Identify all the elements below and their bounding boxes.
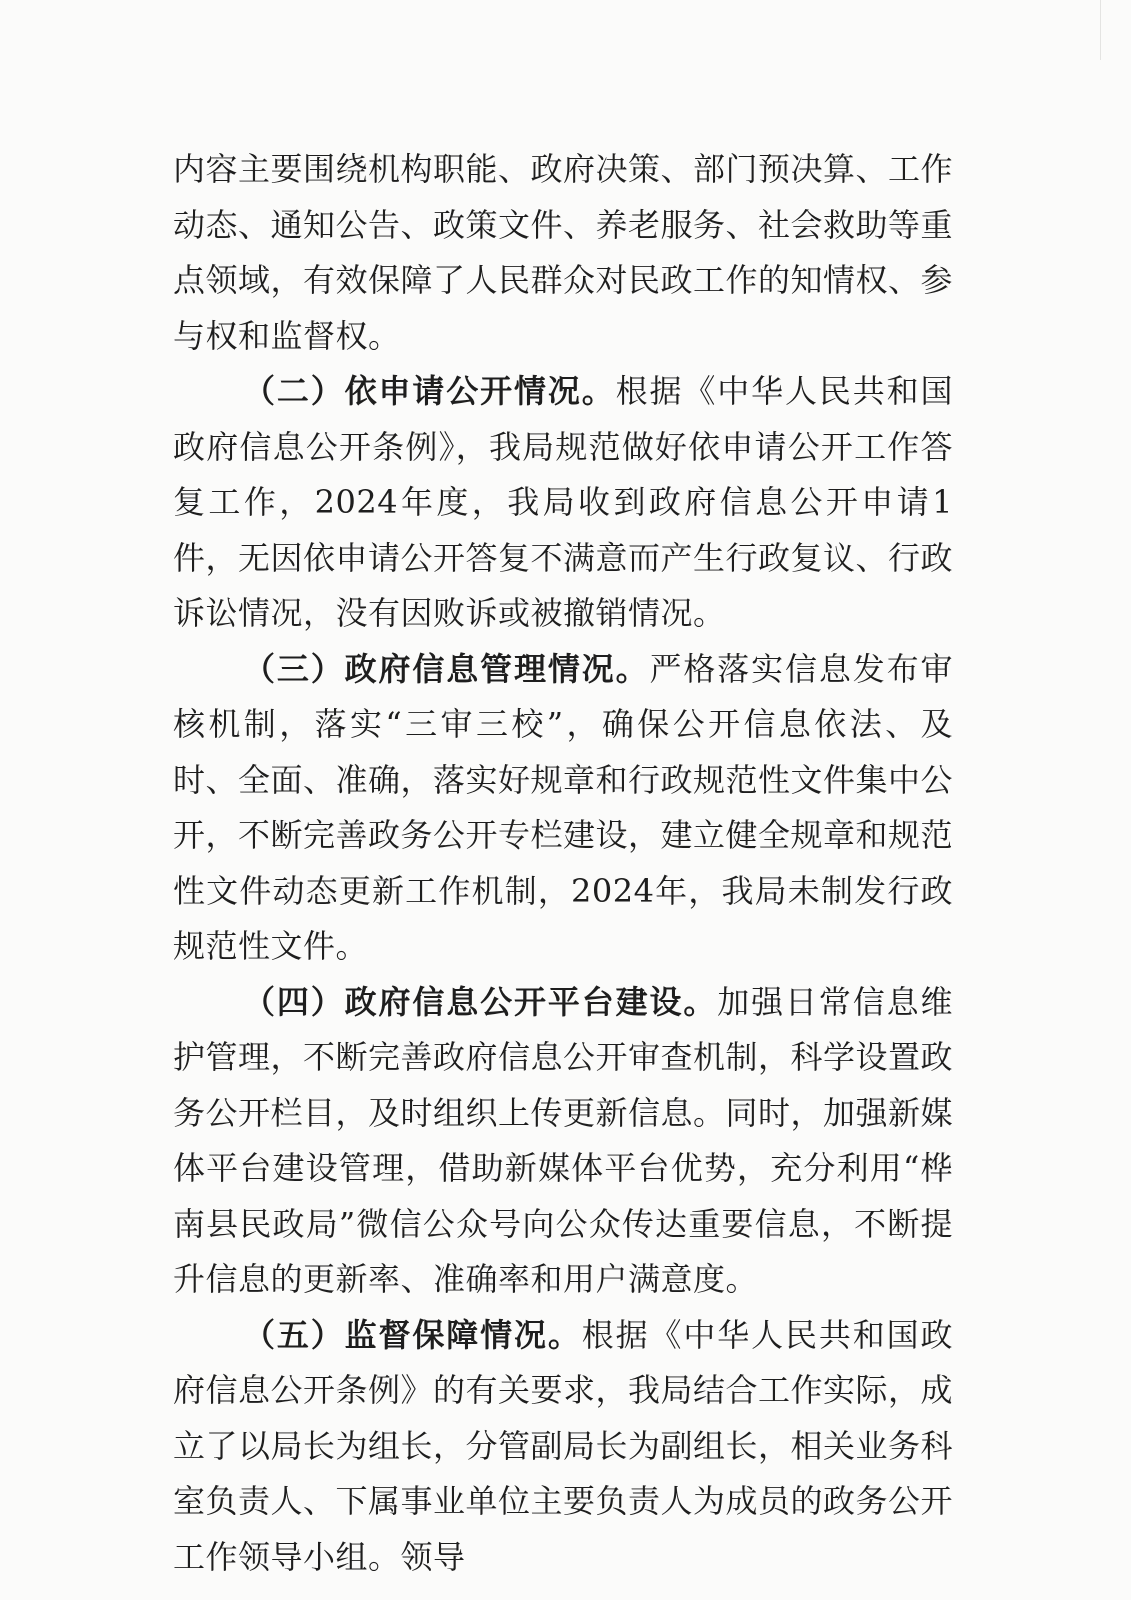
section-4-paragraph <box>173 975 953 1308</box>
intro-paragraph: 内容主要围绕机构职能、政府决策、部门预决算、工作动态、通知公告、政策文件、养老服务、社会救助等重点领域，有效保障了人民群众对民政工作的知情权、参与权和监督权。 <box>173 150 954 355</box>
section-5-paragraph <box>173 1308 953 1586</box>
section-2-text: 根据《中华人民共和国政府信息公开条例》，我局规范做好依申请公开工作答复工作，2024年度，我局收到政府信息公开申请1件，无因依申请公开答复不满意而产生行政复议、行政诉讼情况，没有因败诉或被撤销情况。 <box>173 372 954 632</box>
section-5-text: 根据《中华人民共和国政府信息公开条例》的有关要求，我局结合工作实际，成立了以局长为组长，分管副局长为副组长，相关业务科室负责人、下属事业单位主要负责人为成员的政务公开工作领导小组。领导 <box>173 1315 954 1576</box>
section-2-heading: （二）依申请公开情况。 <box>243 372 616 410</box>
section-3-heading: （三）政府信息管理情况。 <box>243 649 650 688</box>
section-5-heading: （五）监督保障情况。 <box>243 1315 582 1354</box>
section-2-paragraph <box>173 364 953 642</box>
section-4-heading: （四）政府信息公开平台建设。 <box>243 982 718 1021</box>
document-body <box>173 142 953 1585</box>
scan-edge-mark <box>1100 0 1101 60</box>
section-3-text: 严格落实信息发布审核机制，落实“三审三校”，确保公开信息依法、及时、全面、准确，落实好规章和行政规范性文件集中公开，不断完善政务公开专栏建设，建立健全规章和规范性文件动态更新工作机制，2024年，我局未制发行政规范性文件。 <box>173 649 954 965</box>
section-4-text: 加强日常信息维护管理，不断完善政府信息公开审查机制，科学设置政务公开栏目，及时组织上传更新信息。同时，加强新媒体平台建设管理，借助新媒体平台优势，充分利用“桦南县民政局”微信公众号向公众传达重要信息，不断提升信息的更新率、准确率和用户满意度。 <box>173 982 954 1298</box>
section-3-paragraph <box>173 642 953 975</box>
